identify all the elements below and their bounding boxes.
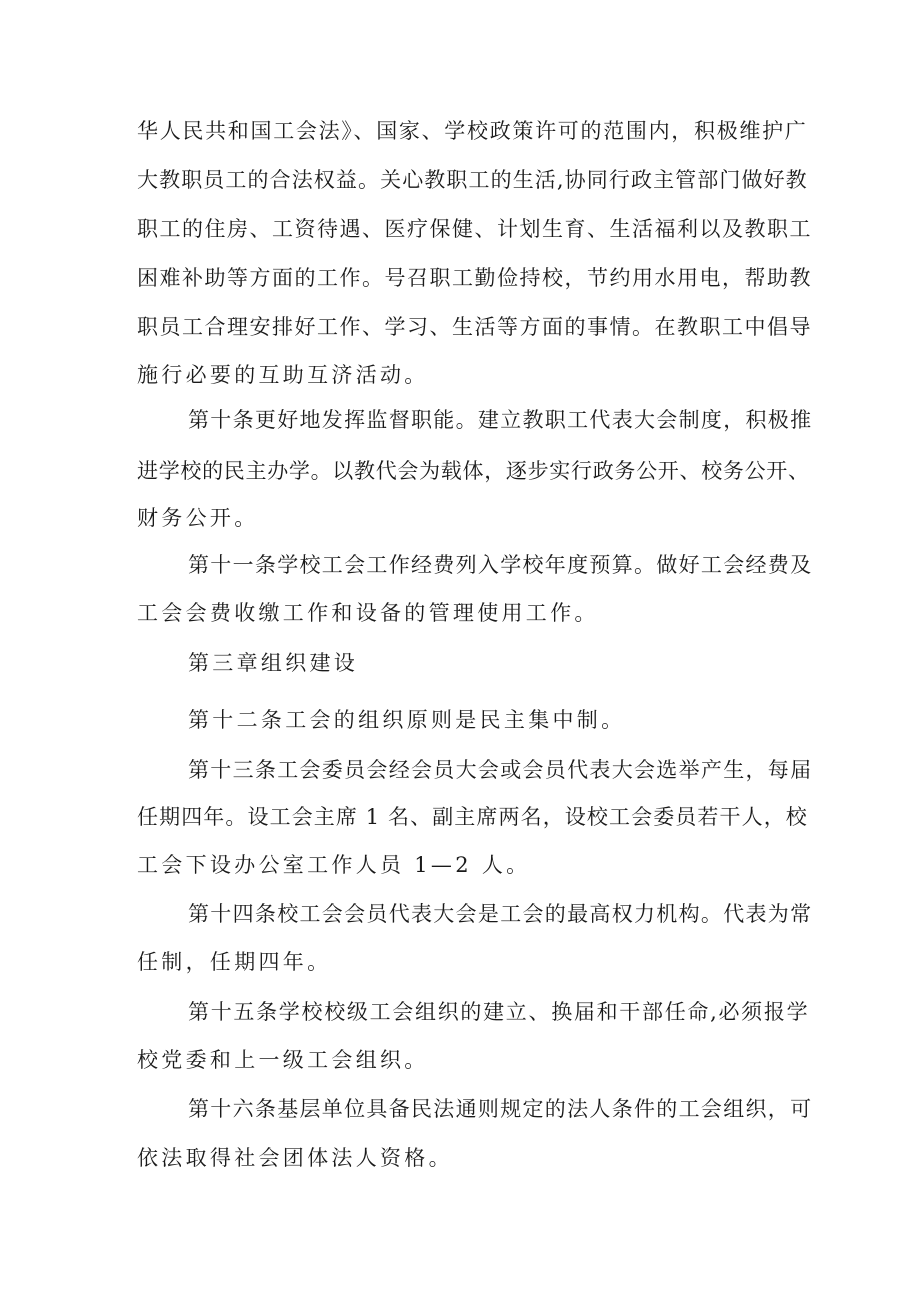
text-line: 工会下设办公室工作人员 1—2 人。: [137, 853, 531, 877]
text-line: 财务公开。: [137, 506, 259, 530]
text-line: 施行必要的互助互济活动。: [137, 363, 429, 387]
article-10-first-line: 第十条更好地发挥监督职能。建立教职工代表大会制度，积极推: [188, 408, 813, 432]
article-11-first-line: 第十一条学校工会工作经费列入学校年度预算。做好工会经费及: [188, 553, 813, 577]
article-14-first-line: 第十四条校工会会员代表大会是工会的最高权力机构。代表为常: [188, 902, 813, 926]
text-line: 职员工合理安排好工作、学习、生活等方面的事情。在教职工中倡导: [137, 315, 812, 339]
article-13-first-line: 第十三条工会委员会经会员大会或会员代表大会选举产生，每届: [188, 758, 813, 782]
text-line: 进学校的民主办学。以教代会为载体，逐步实行政务公开、校务公开、: [137, 459, 810, 483]
text-line: 依法取得社会团体法人资格。: [137, 1146, 453, 1170]
text-line: 任制，任期四年。: [137, 950, 332, 974]
chapter-heading: 第三章组织建设: [188, 651, 359, 675]
article-15-first-line: 第十五条学校校级工会组织的建立、换届和干部任命,必须报学: [188, 1000, 810, 1024]
text-line: 职工的住房、工资待遇、医疗保健、计划生育、生活福利以及教职工: [137, 217, 812, 241]
text-line: 校党委和上一级工会组织。: [137, 1048, 429, 1072]
text-line: 大教职员工的合法权益。关心教职工的生活,协同行政主管部门做好教: [137, 168, 808, 192]
text-line: 困难补助等方面的工作。号召职工勤俭持校，节约用水用电，帮助教: [137, 266, 812, 290]
article-12-line: 第十二条工会的组织原则是民主集中制。: [188, 708, 626, 732]
article-16-first-line: 第十六条基层单位具备民法通则规定的法人条件的工会组织，可: [188, 1097, 813, 1121]
text-line: 工会会费收缴工作和设备的管理使用工作。: [137, 601, 599, 625]
text-line: 华人民共和国工会法》、国家、学校政策许可的范围内，积极维护广: [137, 119, 808, 143]
text-line: 任期四年。设工会主席 1 名、副主席两名，设校工会委员若干人，校: [137, 805, 808, 829]
